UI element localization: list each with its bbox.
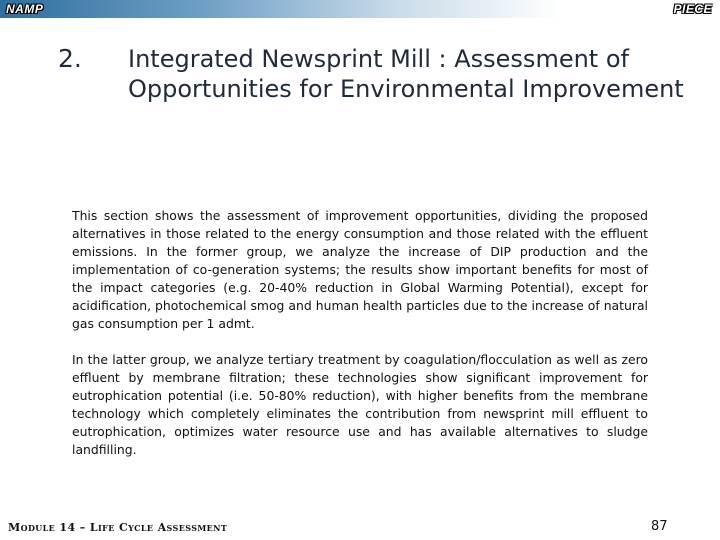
paragraph-effluent: In the latter group, we analyze tertiary treatment by coagulation/flocculation as well as zero effluent by membrane filtration; these technologies show significant improvement for eutrophication potential (i.e. 50-80% reduction), with higher benefits from the membrane technology which completely eliminates the contribution from newsprint mill effluent to eutrophication, optimizes water resource use and has available alternatives to sludge landfilling.	[72, 352, 648, 457]
paragraph-energy: This section shows the assessment of improvement opportunities, dividing the proposed alternatives in those related to the energy consumption and those related with the effluent emissions. In the former group, we analyze the increase of DIP production and the implementation of co-generation systems; the results show important benefits for most of the impact categories (e.g. 20-40% reduction in Global Warming Potential), except for acidification, photochemical smog and human health particles due to the increase of natural gas consumption per 1 admt.	[72, 208, 648, 331]
section-number: 2.	[58, 44, 82, 73]
footer-module-label: Module 14 – Life Cycle Assessment	[8, 521, 228, 534]
header-bar	[0, 0, 720, 18]
page-number: 87	[651, 519, 668, 534]
slide-title: Integrated Newsprint Mill : Assessment of Opportunities for Environmental Improvement	[128, 45, 684, 103]
namp-logo: NAMP	[6, 2, 44, 16]
piece-logo: PIECE	[673, 2, 712, 16]
